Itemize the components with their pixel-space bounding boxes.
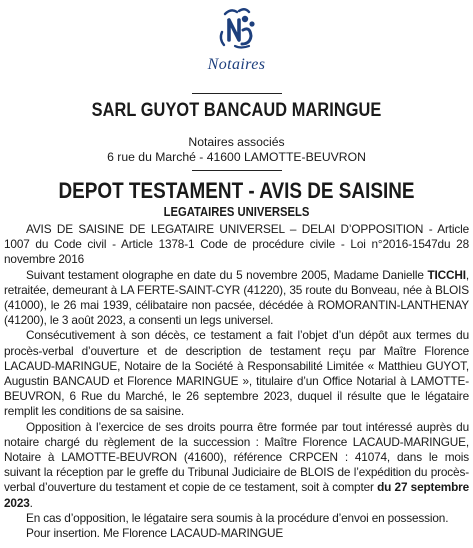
office-address: 6 rue du Marché - 41600 LAMOTTE-BEUVRON [107,150,366,164]
top-divider [192,93,282,94]
paragraph-opposition [4,420,469,511]
paragraph-legal-basis: AVIS DE SAISINE DE LEGATAIRE UNIVERSEL – DELAI D’OPPOSITION - Article 1007 du Code civil - Article 1378-1 Code de procédure civile - Loi n°2016-1547du 28 novembre 2016 [4,222,469,267]
paragraph-testament [4,268,469,329]
paragraph-opposition-text: Opposition à l’exercice de ses droits pourra être formée par tout intéressé auprès du notaire chargé du règlement de la succession : Maître Florence LACAUD-MARINGUE, Notaire à LAMOTTE-BEUVRON (41600), référence CRPCEN : 41074, dans le mois suivant la réception par le greffe du Tribunal Judiciaire de BLOIS de l’expédition du procès-verbal d’ouverture du testament et copie de ce testament, soit à compter [4,419,469,495]
middle-divider [192,170,282,171]
notice-body [4,222,469,541]
office-name: SARL GUYOT BANCAUD MARINGUE [91,100,382,121]
notice-subtitle: LEGATAIRES UNIVERSELS [163,205,310,219]
deceased-name: TICCHI [427,267,466,282]
logo-wordmark: Notaires [207,56,266,73]
paragraph-deposit: Consécutivement à son décès, ce testament a fait l’objet d’un dépôt aux termes du procès-verbal d’ouverture et de description de testament reçu par Maître Florence LACAUD-MARINGUE, Notaire de la Société à Responsabilité Limitée « Matthieu GUYOT, Augustin BANCAUD et Florence MARINGUE », titulaire d’un Office Notarial à LAMOTTE-BEUVRON, 6 Rue du Marché, le 26 septembre 2023, duquel il résulte que le légataire remplit les conditions de sa saisine. [4,328,469,419]
paragraph-opposition-end: . [29,495,33,510]
paragraph-procedure: En cas d’opposition, le légataire sera soumis à la procédure d’envoi en possession. [26,510,449,525]
paragraph-testament-details: , retraitée, demeurant à LA FERTE-SAINT-CYR (41220), 35 route du Bonveau, née à BLOIS (41000), le 26 mai 1939, célibataire non pacsée, décédée à ROMORANTIN-LANTHENAY (41200), le 3 août 2023, a consenti un legs universel. [4,267,469,328]
notaires-logo [0,6,473,73]
notaires-logo-icon [205,6,269,54]
paragraph-testament-intro: Suivant testament olographe en date du 5 novembre 2005, Madame Danielle [26,267,428,282]
opposition-start-date: du 27 septembre 2023 [4,480,469,510]
office-subtitle: Notaires associés [188,135,285,149]
notice-title: DEPOT TESTAMENT - AVIS DE SAISINE [58,178,415,203]
paragraph-signature: Pour insertion. Me Florence LACAUD-MARINGUE [26,526,284,541]
